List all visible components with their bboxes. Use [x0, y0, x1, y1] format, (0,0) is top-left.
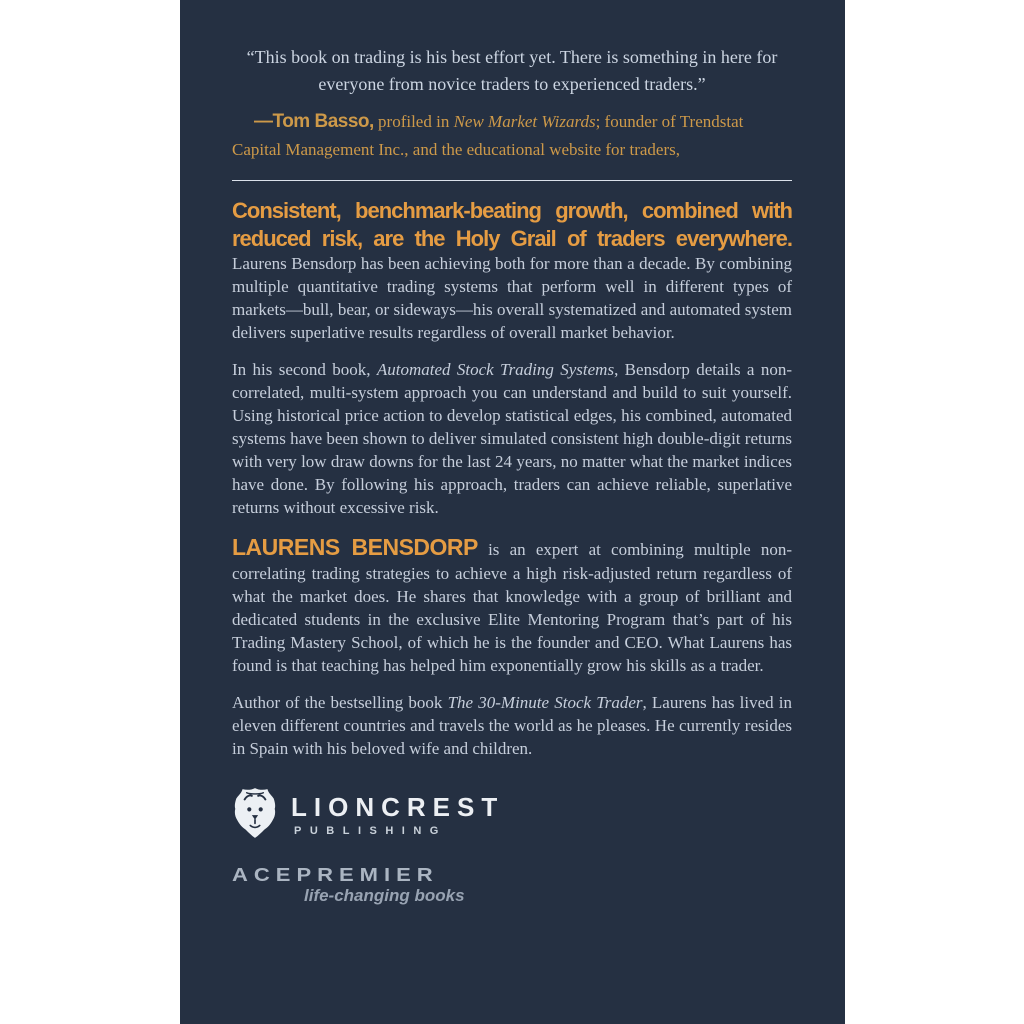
book-back-cover: [180, 0, 845, 1024]
acepremier-logo: [232, 863, 465, 906]
blurb-paragraph-book-description: In his second book, Automated Stock Trading Systems, Bensdorp details a non-correlated, multi-system approach you can understand and build to suit yourself. Using historical price action to develop statistical edges, his combined, automated systems have been shown to deliver simulated consistent high double-digit returns with very low draw downs for the last 24 years, no matter what the market indices have done. By following his approach, traders can achieve reliable, superlative returns without excessive risk.: [232, 360, 792, 517]
review-attribution: —Tom Basso, profiled in New Market Wizards; founder of Trendstat Capital Management Inc., and the educational website for traders,: [232, 111, 744, 159]
lioncrest-logo: [232, 786, 792, 845]
author-bio-paragraph: LAURENS BENSDORP is an expert at combining multiple non-correlating trading strategies to achieve a high risk-adjusted return regardless of what the market does. He shares that knowledge with a group of brilliant and dedicated students in the exclusive Elite Mentoring Program that’s part of his Trading Mastery School, of which he is the founder and CEO. What Laurens has found is that teaching has helped him exponentially grow his skills as a trader.: [232, 534, 792, 675]
review-quote: “This book on trading is his best effort yet. There is something in here for everyone from novice traders to experienced traders.”: [246, 47, 778, 94]
lion-crest-icon: [232, 786, 278, 845]
lioncrest-name: LIONCREST: [291, 791, 505, 822]
author-bio-paragraph-2: Author of the bestselling book The 30-Minute Stock Trader, Laurens has lived in eleven different countries and travels the world as he pleases. He currently resides in Spain with his beloved wife and children.: [232, 692, 792, 758]
lioncrest-subtitle: PUBLISHING: [294, 824, 447, 837]
lioncrest-wordmark: [291, 791, 505, 837]
acepremier-name: ACEPREMIER: [232, 864, 439, 885]
blurb-paragraph-headline: Consistent, benchmark-beating growth, combined with reduced risk, are the Holy Grail of traders everywhere. Laurens Bensdorp has been achieving both for more than a decade. By combining multiple quantitative trading systems that perform well in different types of markets—bull, bear, or sideways—his overall systematized and automated system delivers superlative results regardless of overall market behavior.: [232, 198, 792, 342]
divider-line: [232, 180, 792, 181]
acepremier-tagline: life-changing books: [304, 885, 465, 905]
